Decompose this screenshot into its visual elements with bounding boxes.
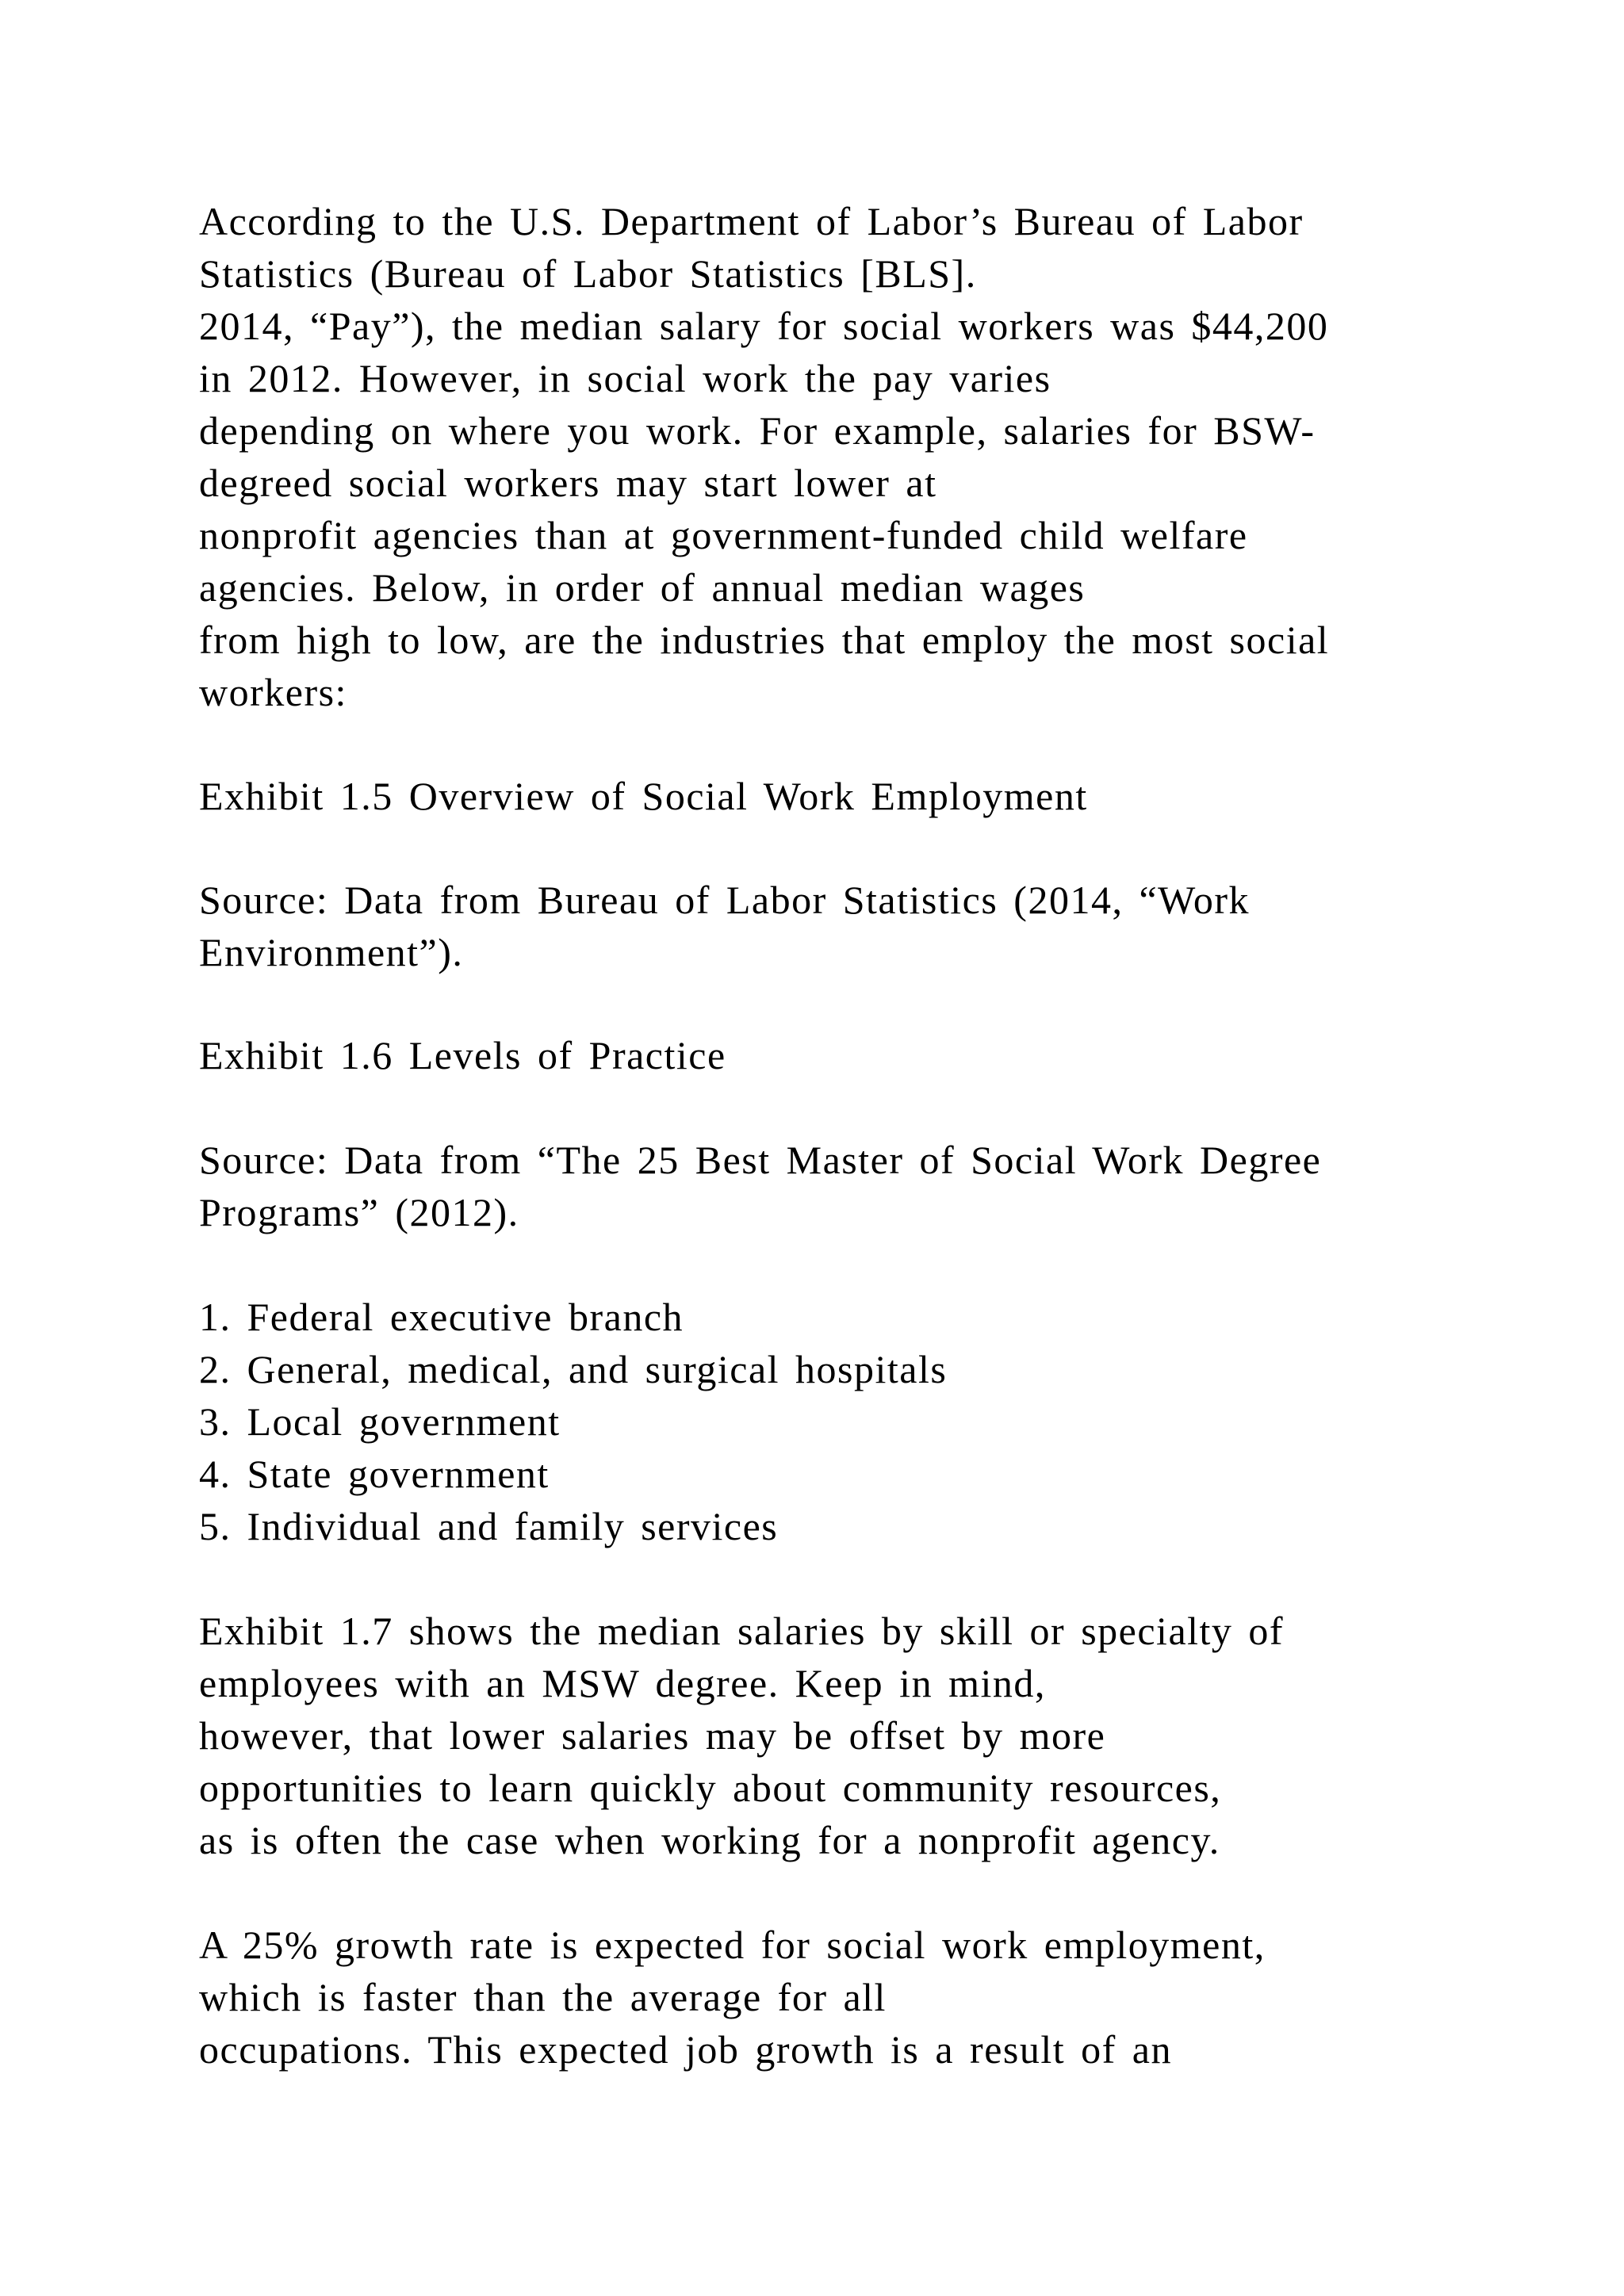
text-line: opportunities to learn quickly about community resources, <box>199 1766 1222 1810</box>
list-item: 1. Federal executive branch <box>199 1295 684 1339</box>
caption-line: Exhibit 1.6 Levels of Practice <box>199 1033 726 1077</box>
growth-paragraph <box>199 1919 1531 2076</box>
text-line: Exhibit 1.7 shows the median salaries by skill or specialty of <box>199 1609 1285 1653</box>
text-line: as is often the case when working for a nonprofit agency. <box>199 1818 1220 1862</box>
list-item: 4. State government <box>199 1452 550 1496</box>
text-line: A 25% growth rate is expected for social work employment, <box>199 1923 1266 1967</box>
exhibit-1-6-caption <box>199 1029 1531 1081</box>
text-line: workers: <box>199 670 347 714</box>
list-item: 5. Individual and family services <box>199 1504 779 1548</box>
intro-paragraph <box>199 195 1531 718</box>
caption-line: Exhibit 1.5 Overview of Social Work Employment <box>199 774 1088 818</box>
text-line: degreed social workers may start lower at <box>199 461 937 505</box>
exhibit-1-5-caption <box>199 770 1531 822</box>
list-item: 2. General, medical, and surgical hospitals <box>199 1347 948 1391</box>
text-line: 2014, “Pay”), the median salary for social workers was $44,200 <box>199 304 1329 348</box>
exhibit-1-5-source <box>199 874 1531 978</box>
text-line: employees with an MSW degree. Keep in mind, <box>199 1661 1046 1705</box>
industry-list <box>199 1291 1531 1552</box>
salary-paragraph <box>199 1605 1531 1866</box>
text-line: in 2012. However, in social work the pay varies <box>199 356 1051 400</box>
text-line: According to the U.S. Department of Labor’s Bureau of Labor <box>199 199 1304 243</box>
text-line: depending on where you work. For example, salaries for BSW- <box>199 408 1316 453</box>
text-line: from high to low, are the industries that employ the most social <box>199 618 1330 662</box>
exhibit-1-6-source <box>199 1134 1531 1238</box>
text-line: agencies. Below, in order of annual median wages <box>199 565 1086 610</box>
list-item: 3. Local government <box>199 1399 561 1444</box>
text-line: however, that lower salaries may be offset by more <box>199 1713 1106 1758</box>
text-line: which is faster than the average for all <box>199 1975 887 2019</box>
source-line: Programs” (2012). <box>199 1190 519 1234</box>
text-line: Statistics (Bureau of Labor Statistics [BLS]. <box>199 251 977 296</box>
text-line: nonprofit agencies than at government-funded child welfare <box>199 513 1248 557</box>
source-line: Source: Data from Bureau of Labor Statistics (2014, “Work <box>199 878 1250 922</box>
source-line: Source: Data from “The 25 Best Master of Social Work Degree <box>199 1138 1322 1182</box>
text-line: occupations. This expected job growth is a result of an <box>199 2027 1172 2072</box>
source-line: Environment”). <box>199 930 464 974</box>
